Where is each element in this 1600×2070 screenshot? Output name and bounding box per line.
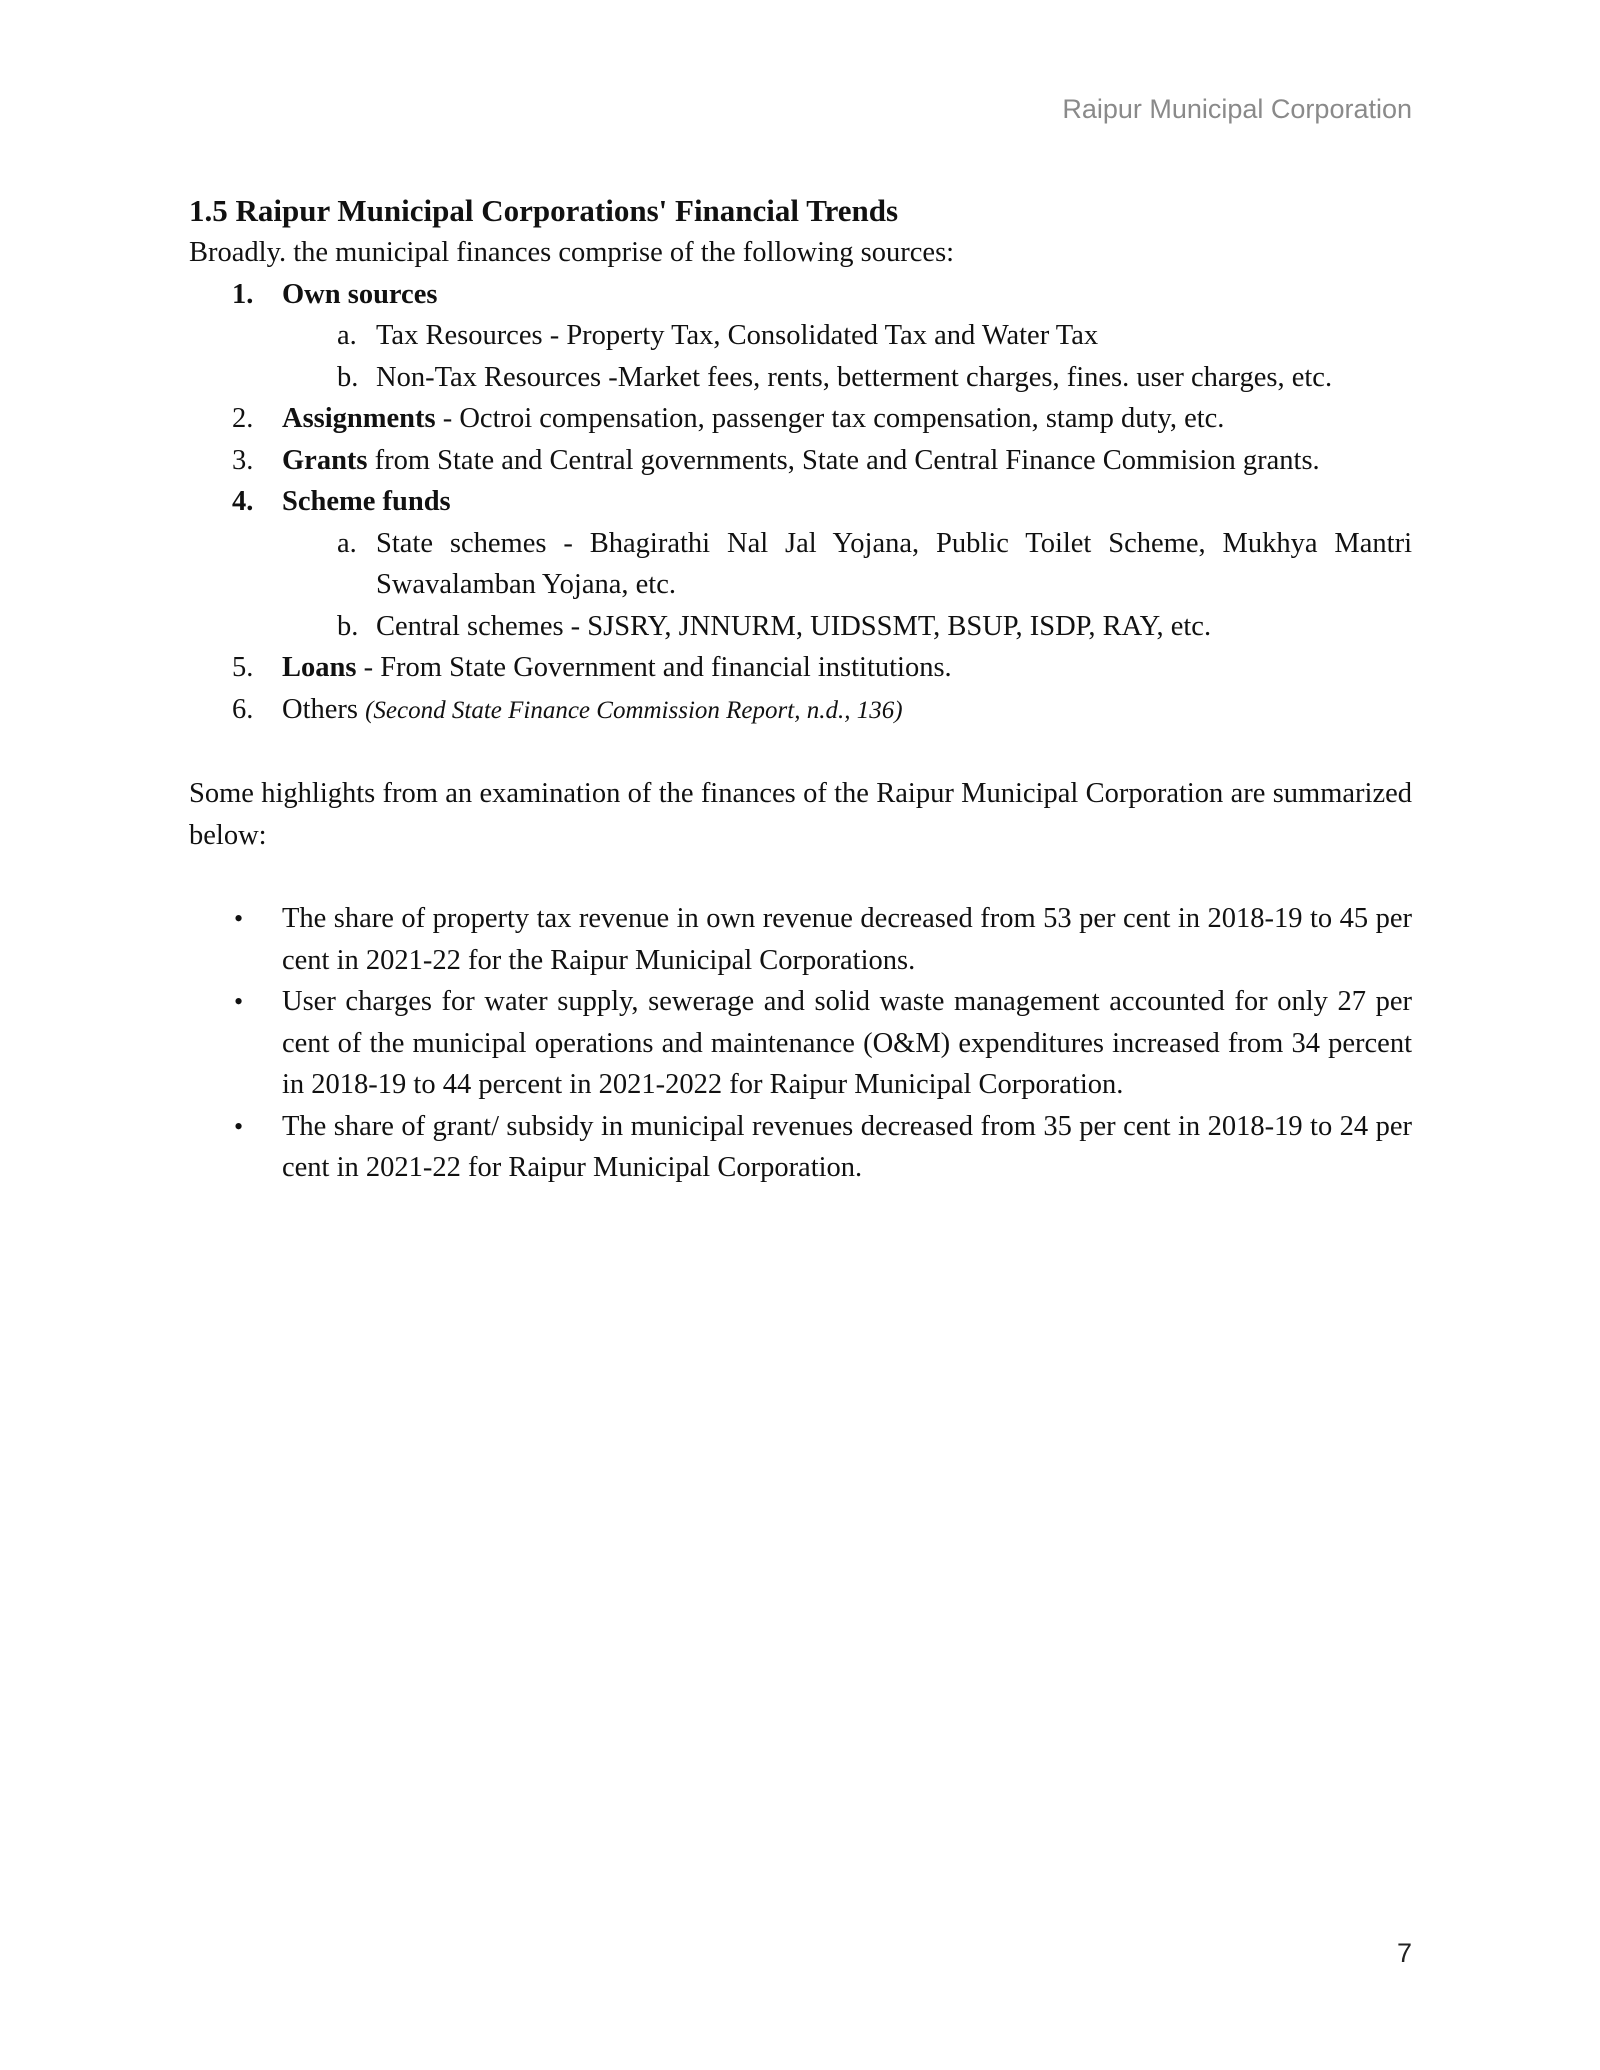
sub-list-letter: a. (337, 320, 357, 351)
list-number: 5. (232, 652, 254, 683)
list-label: Assignments (282, 403, 436, 434)
sub-list-item (189, 315, 1412, 357)
sub-list-letter: a. (337, 527, 357, 559)
sub-list-text: State schemes - Bhagirathi Nal Jal Yojana, Public Toilet Scheme, Mukhya Mantri Swavalamban Yojana, etc. (376, 527, 1412, 600)
list-number: 3. (232, 444, 254, 476)
sub-list-letter: b. (337, 610, 359, 642)
spacer (189, 731, 1412, 773)
sub-list-text: Central schemes - SJSRY, JNNURM, UIDSSMT, BSUP, ISDP, RAY, etc. (376, 610, 1212, 642)
section-title: 1.5 Raipur Municipal Corporations' Financial Trends (189, 193, 899, 228)
list-number: 1. (232, 278, 254, 310)
bullet-icon: • (234, 1111, 244, 1141)
bullet-text: The share of property tax revenue in own revenue decreased from 53 per cent in 2018-19 to 45 per cent in 2021-22 for the Raipur Municipal Corporations. (282, 903, 1412, 976)
running-header: Raipur Municipal Corporation (1062, 94, 1412, 124)
list-number: 4. (232, 486, 254, 517)
list-number: 6. (232, 693, 254, 725)
bullet-item (189, 981, 1412, 1106)
section-intro: Broadly. the municipal finances comprise of the following sources: (189, 237, 955, 268)
bullet-text: The share of grant/ subsidy in municipal revenues decreased from 35 per cent in 2018-19 to 24 per cent in 2021-22 for Raipur Municipal Corporation. (282, 1110, 1412, 1183)
bullet-icon: • (234, 904, 244, 933)
list-text: Others (282, 693, 366, 725)
page-number: 7 (1396, 1938, 1412, 1968)
citation: (Second State Finance Commission Report, n.d., 136) (365, 696, 903, 724)
list-label: Scheme funds (282, 486, 451, 517)
list-item (189, 481, 1412, 523)
sub-list-item (189, 606, 1412, 648)
list-label: Grants (282, 444, 368, 476)
bullet-icon: • (234, 987, 244, 1016)
highlights-intro: Some highlights from an examination of the finances of the Raipur Municipal Corporation are summarized below: (189, 778, 1412, 851)
bullet-item (189, 1106, 1412, 1189)
list-label: Loans (282, 652, 357, 683)
list-item (189, 398, 1412, 440)
list-text: - From State Government and financial institutions. (356, 652, 952, 683)
list-label: Own sources (282, 278, 438, 310)
sub-list-text: Tax Resources - Property Tax, Consolidated Tax and Water Tax (376, 320, 1099, 351)
list-text: - Octroi compensation, passenger tax compensation, stamp duty, etc. (435, 403, 1225, 434)
list-item (189, 689, 1412, 732)
bullet-item (189, 898, 1412, 981)
list-number: 2. (232, 403, 254, 434)
sub-list-item (189, 357, 1412, 399)
page-content (189, 190, 1412, 1189)
list-item (189, 440, 1412, 482)
list-item (189, 647, 1412, 689)
sub-list-item (189, 523, 1412, 606)
spacer (189, 856, 1412, 898)
list-item (189, 274, 1412, 316)
sub-list-letter: b. (337, 361, 359, 393)
bullet-text: User charges for water supply, sewerage and solid waste management accounted for only 27 per cent of the municipal operations and maintenance (O&M) expenditures increased from 34 percent in 2018-19 to 44 percent in 2021-2022 for Raipur Municipal Corporation. (282, 986, 1412, 1100)
sub-list-text: Non-Tax Resources -Market fees, rents, betterment charges, fines. user charges, etc. (376, 361, 1333, 393)
list-text: from State and Central governments, State and Central Finance Commision grants. (367, 444, 1320, 476)
